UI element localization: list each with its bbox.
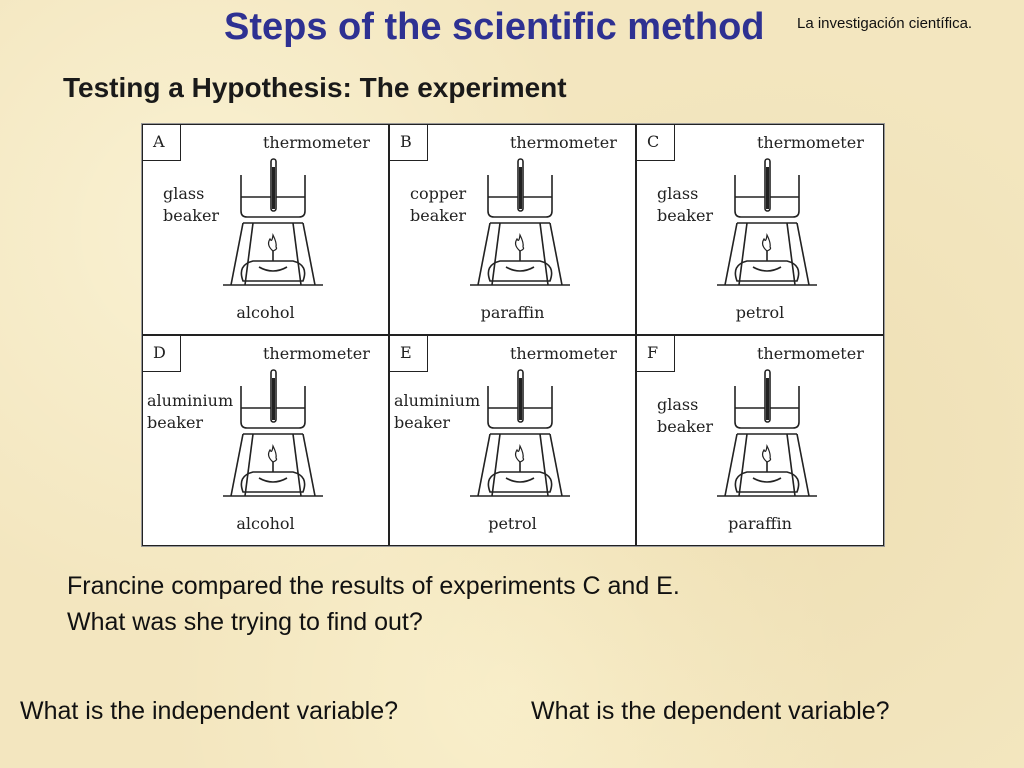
thermometer-label: thermometer	[263, 344, 370, 363]
experiment-letter: B	[390, 125, 428, 161]
thermometer-label: thermometer	[263, 133, 370, 152]
experiment-cell-d	[142, 335, 389, 546]
thermometer-label: thermometer	[510, 133, 617, 152]
beaker-label: glass beaker	[657, 395, 714, 436]
thermometer-label: thermometer	[510, 344, 617, 363]
experiment-letter: F	[637, 336, 675, 372]
beaker-label: glass beaker	[163, 184, 220, 225]
dependent-variable-question: What is the dependent variable?	[531, 697, 890, 725]
beaker-label: aluminium beaker	[394, 391, 481, 432]
fuel-label: paraffin	[480, 303, 545, 322]
beaker-label: glass beaker	[657, 184, 714, 225]
slide-subtitle: Testing a Hypothesis: The experiment	[63, 72, 567, 103]
experiment-grid	[141, 123, 885, 547]
paragraph-line: Francine compared the results of experiments C and E.	[67, 572, 680, 600]
fuel-label: paraffin	[728, 514, 792, 533]
burner-apparatus-icon	[470, 366, 570, 506]
burner-apparatus-icon	[717, 366, 817, 506]
experiment-cell-c	[636, 124, 884, 335]
experiment-cell-e	[389, 335, 636, 546]
thermometer-label: thermometer	[757, 133, 864, 152]
fuel-label: petrol	[488, 514, 537, 533]
thermometer-label: thermometer	[757, 344, 864, 363]
experiment-cell-f	[636, 335, 884, 546]
burner-apparatus-icon	[717, 155, 817, 295]
burner-apparatus-icon	[470, 155, 570, 295]
independent-variable-question: What is the independent variable?	[20, 697, 399, 725]
slide-title: Steps of the scientific method	[224, 6, 765, 48]
experiment-letter: E	[390, 336, 428, 372]
paragraph-line: What was she trying to find out?	[67, 608, 423, 636]
experiment-letter: C	[637, 125, 675, 161]
beaker-label: aluminium beaker	[147, 391, 234, 432]
beaker-label: copper beaker	[410, 184, 467, 225]
fuel-label: alcohol	[236, 303, 295, 322]
fuel-label: petrol	[735, 303, 785, 322]
experiment-cell-a	[142, 124, 389, 335]
experiment-letter: A	[143, 125, 181, 161]
experiment-cell-b	[389, 124, 636, 335]
question-paragraph	[67, 568, 680, 640]
burner-apparatus-icon	[223, 366, 323, 506]
experiment-letter: D	[143, 336, 181, 372]
fuel-label: alcohol	[236, 514, 295, 533]
slide-tag: La investigación científica.	[797, 15, 973, 32]
burner-apparatus-icon	[223, 155, 323, 295]
